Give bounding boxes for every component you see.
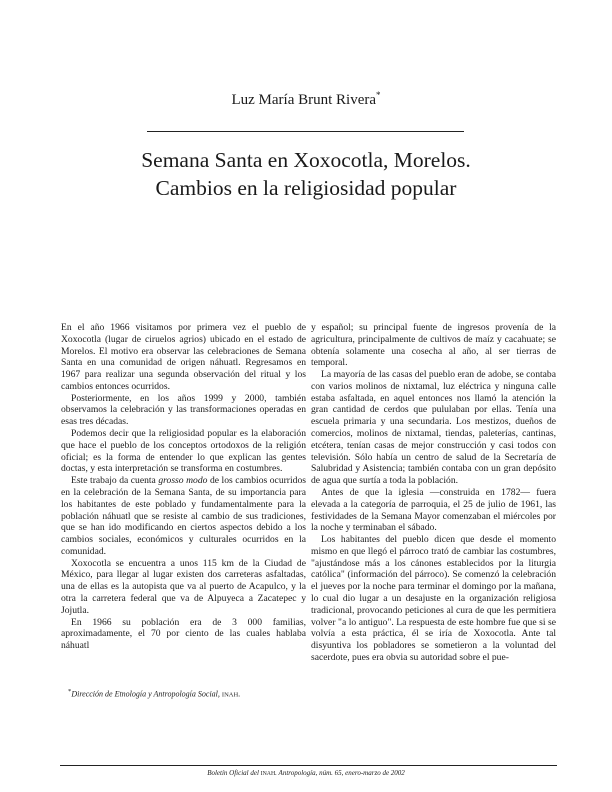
title-divider [147,131,464,132]
paragraph [61,475,306,557]
paragraph: Antes de que la iglesia —construida en 1782— fuera elevada a la categoría de parroquia, el 25 de julio de 1961, las festividades de la Semana Mayor comenzaban el miércoles por la noche y terminaban el sábado. [311,486,556,534]
right-column [311,322,556,664]
italic-phrase: grosso modo [158,475,208,487]
footnote-org: INAH [221,691,239,699]
footer-org: INAH [260,771,276,777]
article-title [0,146,612,202]
footer-prefix: Boletín Oficial del [207,769,261,777]
author-name-text: Luz María Brunt Rivera [231,92,377,108]
title-line-1: Semana Santa en Xoxocotla, Morelos. [141,148,471,172]
footnote-mark: * [68,688,72,695]
footer-suffix: . Antropología, núm. 65, enero-marzo de 2002 [275,769,405,777]
footer-divider [60,765,557,766]
left-column [61,322,306,652]
author-footnote-mark: * [376,90,381,100]
author-name [0,90,612,109]
paragraph: En 1966 su población era de 3 000 familias, aproximadamente, el 70 por ciento de las cuales hablaba náhuatl [61,616,306,652]
footnote-text: Dirección de Etnología y Antropología Social, [71,689,222,699]
paragraph: y español; su principal fuente de ingresos provenía de la agricultura, principalmente de cultivos de maíz y cacahuate; se obtenía solamente una cosecha al año, al ser tierras de temporal. [311,322,556,369]
paragraph: En el año 1966 visitamos por primera vez el pueblo de Xoxocotla (lugar de ciruelos agrios) ubicado en el estado de Morelos. El motivo era observar las celebraciones de Semana Santa en una comunidad de origen náhuatl. Regresamos en 1967 para realizar una segunda observación del ritual y los cambios entonces ocurridos. [61,322,306,392]
paragraph: Posteriormente, en los años 1999 y 2000, también observamos la celebración y las transformaciones operadas en esas tres décadas. [61,392,306,428]
title-line-2: Cambios en la religiosidad popular [155,176,457,200]
paragraph: Xoxocotla se encuentra a unos 115 km de la Ciudad de México, para llegar al lugar existen dos carreteras asfaltadas, una de ellas es la autopista que va al puerto de Acapulco, y la otra la carretera federal que va de Alpuyeca a Zacatepec y Jojutla. [61,557,306,616]
paragraph-text: Este trabajo da cuenta [71,475,159,487]
paragraph: La mayoría de las casas del pueblo eran de adobe, se contaba con varios molinos de nixtamal, luz eléctrica y ninguna calle estaba asfaltada, en aquel entonces nos llamó la atención la gran cantidad de cerdos que pululaban por ellas. Tenía una escuela primaria y una secundaria. Los mestizos, dueños de comercios, molinos de nixtamal, tiendas, paleterías, cantinas, etcétera, tenían casas de mejor construcción y casi todos con televisión. Sólo había un centro de salud de la Secretaría de Salubridad y Asistencia; también contaba con un gran depósito de agua que surtía a toda la población. [311,369,556,487]
paragraph: Podemos decir que la religiosidad popular es la elaboración que hace el pueblo de los conceptos ortodoxos de la religión oficial; es la forma de entender lo que explican las gentes doctas, y esta interpretación se transforma en costumbres. [61,428,306,475]
footnote-end: . [238,689,241,699]
paragraph: Los habitantes del pueblo dicen que desde el momento mismo en que llegó el párroco trató de cambiar las costumbres, "ajustándose más a los cánones establecidos por la liturgia católica" (información del párroco). Se comenzó la celebración el jueves por la noche para terminar el domingo por la mañana, lo cual dio lugar a un desajuste en la organización religiosa tradicional, provocando peticiones al cura de que les permitiera volver "a lo antiguo". La respuesta de este hombre fue que si se volvía a esta práctica, él se iría de Xoxocotla. Ante tal disyuntiva los pobladores se sometieron a la voluntad del sacerdote, pues era obvia su autoridad sobre el pue- [311,534,556,663]
running-footer [0,769,612,777]
paragraph-text: de los cambios ocurridos en la celebración de la Semana Santa, de su importancia para los habitantes de este poblado y fundamentalmente para la población náhuatl que se resiste al cambio de sus tradiciones, que se han ido modificando en ciertos aspectos debido a los cambios sociales, económicos y culturales ocurridos en la comunidad. [61,475,306,557]
footnote [68,687,303,701]
